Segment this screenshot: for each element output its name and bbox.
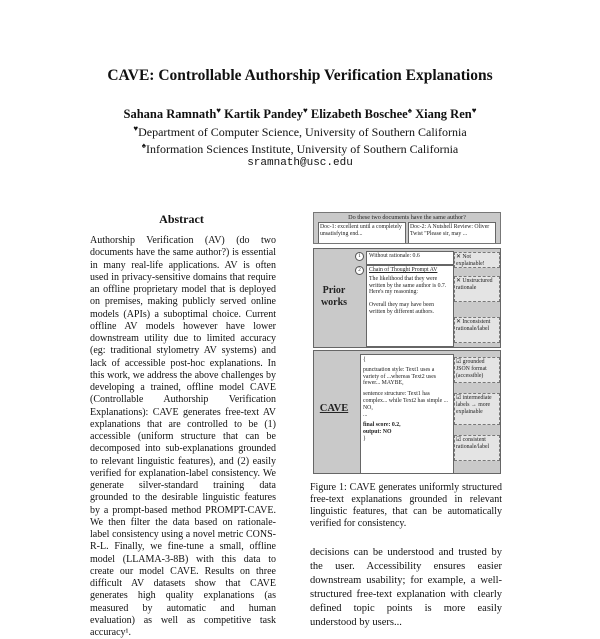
flag-text: intermediate labels → more explainable: [456, 395, 492, 415]
author-list: [0, 106, 600, 122]
checkbox-icon: ☑: [456, 395, 462, 401]
flag-text: consistent rationale/label: [456, 437, 490, 450]
prior-works-label: Prior works: [320, 285, 348, 308]
step-1-icon: 1: [355, 252, 364, 261]
right-column-text: decisions can be understood and trusted by the user. Accessibility ensures easier downstream usability; for example, a well-structured free-text explanation with clearly defined topic points is more easily understood by users...: [310, 547, 502, 628]
affiliation-1: [0, 124, 600, 140]
prior-works-panel: [313, 248, 501, 348]
flag-text: Not explainable!: [456, 254, 485, 267]
doc1-box: Doc-1: excellent until a completely unsatisfying end...: [318, 222, 406, 244]
figure-question-box: [313, 212, 501, 244]
cave-line: }: [363, 435, 366, 442]
cave-line: {: [363, 357, 366, 363]
flag-text: Inconsistent rationale/label: [456, 319, 491, 332]
affiliation-2: [0, 141, 600, 157]
author-name: Sahana Ramnath: [123, 107, 217, 122]
flag-unstructured: [454, 276, 500, 302]
checkbox-icon: ☑: [456, 359, 462, 365]
affiliation-text: Department of Computer Science, University of Southern California: [138, 125, 467, 139]
step-2-icon: 2: [355, 266, 364, 275]
author-name: Elizabeth Boschee: [310, 107, 408, 122]
author-mark: ♥: [216, 106, 222, 115]
paper-title: CAVE: Controllable Authorship Verification Explanations: [107, 67, 493, 84]
affiliation-mark: ♥: [133, 124, 139, 133]
cross-icon: ✕: [456, 278, 461, 284]
prior-cot-end: Overall they may have been written by different authors.: [369, 302, 435, 315]
abstract-text: Authorship Verification (AV) (do two documents have the same author?) is essential in many real-life applications. AV is often used in privacy-sensitive domains that require an offline proprietary model that is deployed on premises, making publicly served online models (APIs) a suboptimal choice. Current offline AV models however have lower downstream utility due to limited accuracy (eg: traditional stylometry AV systems) and lack of accessible post-hoc explanations. In this work, we address the above challenges by developing a trained, offline model CAVE (Controllable Authorship Verification Explanations): CAVE generates free-text AV explanations that are controlled to be (1) accessible (uniform structure that can be decomposed into sub-explanations grounded to relevant linguistic features), and (2) easily verified for explanation-label consistency. We generate silver-standard training data grounded to the desirable linguistic features by a prompt-based method PROMPT-CAVE. We then filter the data based on rationale-label consistency using a novel metric CONS-R-L. Finally, we fine-tune a small, offline model (LLAMA-3-8B) with this data to create our model CAVE. Results on three difficult AV datasets show that CAVE generates high quality explanations (as measured by automatic and human evaluation) as well as competitive task accuracy¹.: [90, 235, 276, 638]
author-mark: ♥: [302, 106, 308, 115]
cave-line: sentence structure: Text1 has complex... while Text2 has simple ... NO,: [363, 391, 448, 411]
flag-grounded: [454, 357, 500, 383]
affiliation-mark: ♠: [141, 141, 146, 150]
prior-item-2: [366, 265, 454, 347]
cave-line: output: NO: [363, 429, 392, 436]
flag-not-explainable: [454, 252, 500, 268]
author-mark: ♥: [471, 106, 477, 115]
checkbox-icon: ☑: [456, 437, 462, 443]
flag-text: grounded JSON format (accessible): [456, 359, 487, 379]
author-name: Kartik Pandey: [224, 107, 303, 122]
flag-inconsistent: [454, 317, 500, 343]
right-column-body: [310, 546, 502, 630]
cross-icon: ✕: [456, 254, 461, 260]
author-email[interactable]: sramnath@usc.edu: [247, 157, 353, 169]
cross-icon: ✕: [456, 319, 461, 325]
author-mark: ♠: [407, 106, 412, 115]
flag-intermediate: [454, 393, 500, 425]
flag-text: Unstructured rationale: [456, 278, 493, 291]
abstract-heading: Abstract: [159, 212, 204, 226]
cave-output-box: [360, 354, 454, 474]
figure-caption: Figure 1: CAVE generates uniformly structured free-text explanations grounded in relevant linguistic features, that can be automatically verified for consistency.: [310, 482, 502, 529]
cave-line: ...: [363, 411, 368, 418]
figure-question: Do these two documents have the same author?: [348, 214, 466, 221]
author-name: Xiang Ren: [415, 107, 472, 122]
abstract-body: [90, 235, 276, 639]
affiliation-text: Information Sciences Institute, University of Southern California: [145, 142, 459, 156]
cave-line: punctuation style: Text1 uses a variety of ...whereas Text2 uses fewer... MAYBE,: [363, 366, 437, 387]
figure-1: [313, 212, 501, 472]
doc2-box: Doc-2: A Nutshell Review: Oliver Twist "Please sir, may ...: [408, 222, 496, 244]
prior-cot-text: The likelihood that they were written by the same author is 0.7. Here's my reasoning:: [369, 275, 447, 296]
prior-item-1: Without rationale: 0.6: [366, 251, 454, 265]
cave-label: CAVE: [319, 403, 349, 414]
prior-cot-title: Chain of Thought Prompt AV: [369, 267, 438, 273]
cave-panel: [313, 350, 501, 474]
flag-consistent: [454, 435, 500, 461]
cave-line: final score: 0.2,: [363, 422, 401, 429]
